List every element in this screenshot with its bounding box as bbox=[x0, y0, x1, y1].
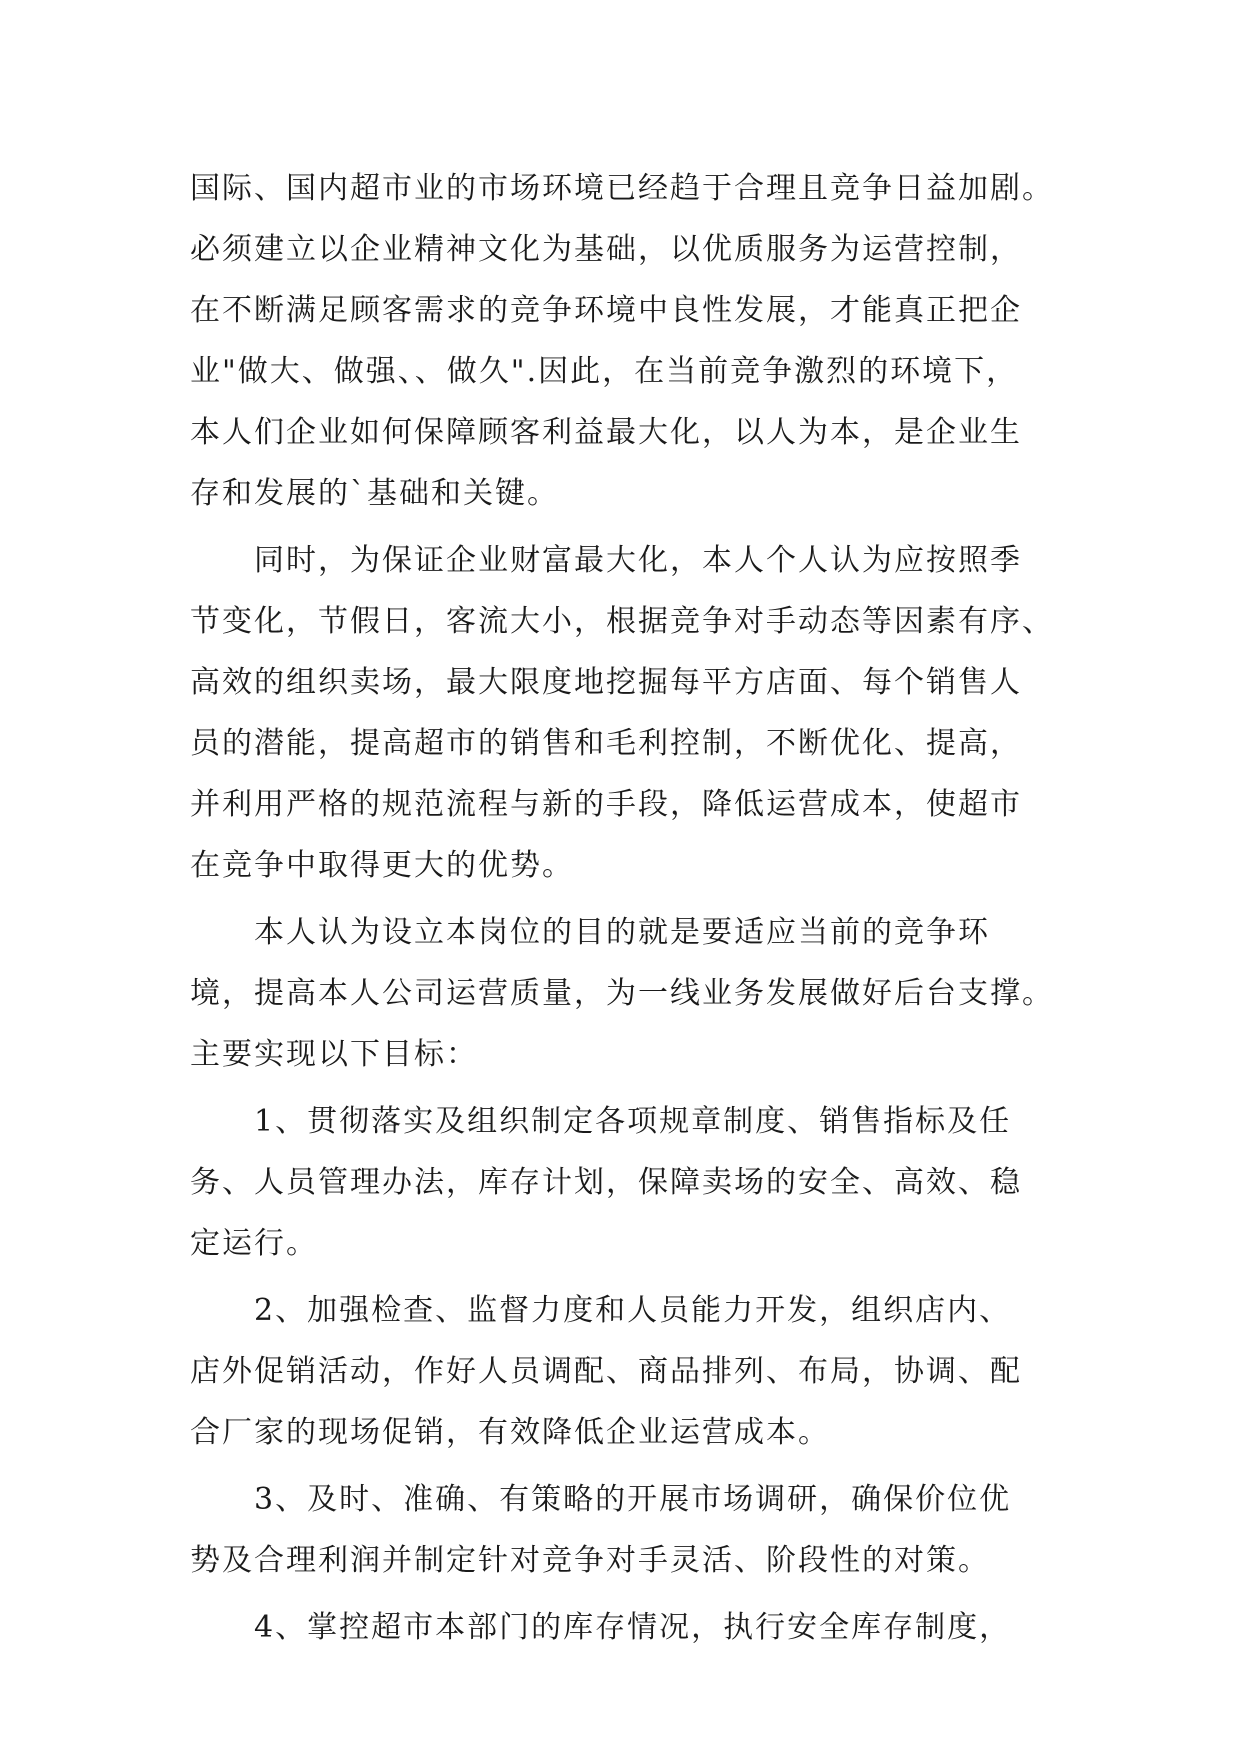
text-line-first: 本人认为设立本岗位的目的就是要适应当前的竞争环 bbox=[254, 915, 990, 950]
text-line-first: 3、及时、准确、有策略的开展市场调研，确保价位优 bbox=[254, 1482, 1012, 1517]
text-line: 员的潜能，提高超市的销售和毛利控制，不断优化、提高， bbox=[190, 726, 1022, 761]
text-line: 合厂家的现场促销，有效降低企业运营成本。 bbox=[190, 1415, 830, 1450]
document-body bbox=[190, 158, 1070, 1664]
paragraph-goal-2 bbox=[190, 1280, 1070, 1463]
text-line: 定运行。 bbox=[190, 1226, 318, 1261]
text-line: 在不断满足顾客需求的竞争环境中良性发展，才能真正把企 bbox=[190, 293, 1022, 328]
text-line: 主要实现以下目标： bbox=[190, 1037, 478, 1072]
text-line: 国际、国内超市业的市场环境已经趋于合理且竞争日益加剧。 bbox=[190, 171, 1054, 206]
text-line: 存和发展的`基础和关键。 bbox=[190, 476, 559, 511]
paragraph-goal-3 bbox=[190, 1469, 1070, 1591]
text-line: 店外促销活动，作好人员调配、商品排列、布局，协调、配 bbox=[190, 1354, 1022, 1389]
text-line: 势及合理利润并制定针对竞争对手灵活、阶段性的对策。 bbox=[190, 1543, 990, 1578]
text-line-first: 1、贯彻落实及组织制定各项规章制度、销售指标及任 bbox=[254, 1104, 1012, 1139]
text-line: 业"做大、做强、、做久".因此，在当前竞争激烈的环境下， bbox=[190, 354, 1019, 389]
text-line: 并利用严格的规范流程与新的手段，降低运营成本，使超市 bbox=[190, 787, 1022, 822]
text-line-first: 4、掌控超市本部门的库存情况，执行安全库存制度， bbox=[254, 1610, 1012, 1645]
text-line-first: 2、加强检查、监督力度和人员能力开发，组织店内、 bbox=[254, 1293, 1012, 1328]
paragraph-goal-4 bbox=[190, 1597, 1070, 1658]
paragraph-1 bbox=[190, 158, 1070, 524]
paragraph-goal-1 bbox=[190, 1091, 1070, 1274]
paragraph-3 bbox=[190, 902, 1070, 1085]
text-line: 在竞争中取得更大的优势。 bbox=[190, 848, 574, 883]
text-line: 高效的组织卖场，最大限度地挖掘每平方店面、每个销售人 bbox=[190, 665, 1022, 700]
text-line: 境，提高本人公司运营质量，为一线业务发展做好后台支撑。 bbox=[190, 976, 1054, 1011]
paragraph-2 bbox=[190, 530, 1070, 896]
text-line: 必须建立以企业精神文化为基础，以优质服务为运营控制， bbox=[190, 232, 1022, 267]
text-line: 本人们企业如何保障顾客利益最大化，以人为本，是企业生 bbox=[190, 415, 1022, 450]
text-line-first: 同时，为保证企业财富最大化，本人个人认为应按照季 bbox=[254, 543, 1022, 578]
text-line: 务、人员管理办法，库存计划，保障卖场的安全、高效、稳 bbox=[190, 1165, 1022, 1200]
text-line: 节变化，节假日，客流大小，根据竞争对手动态等因素有序、 bbox=[190, 604, 1054, 639]
